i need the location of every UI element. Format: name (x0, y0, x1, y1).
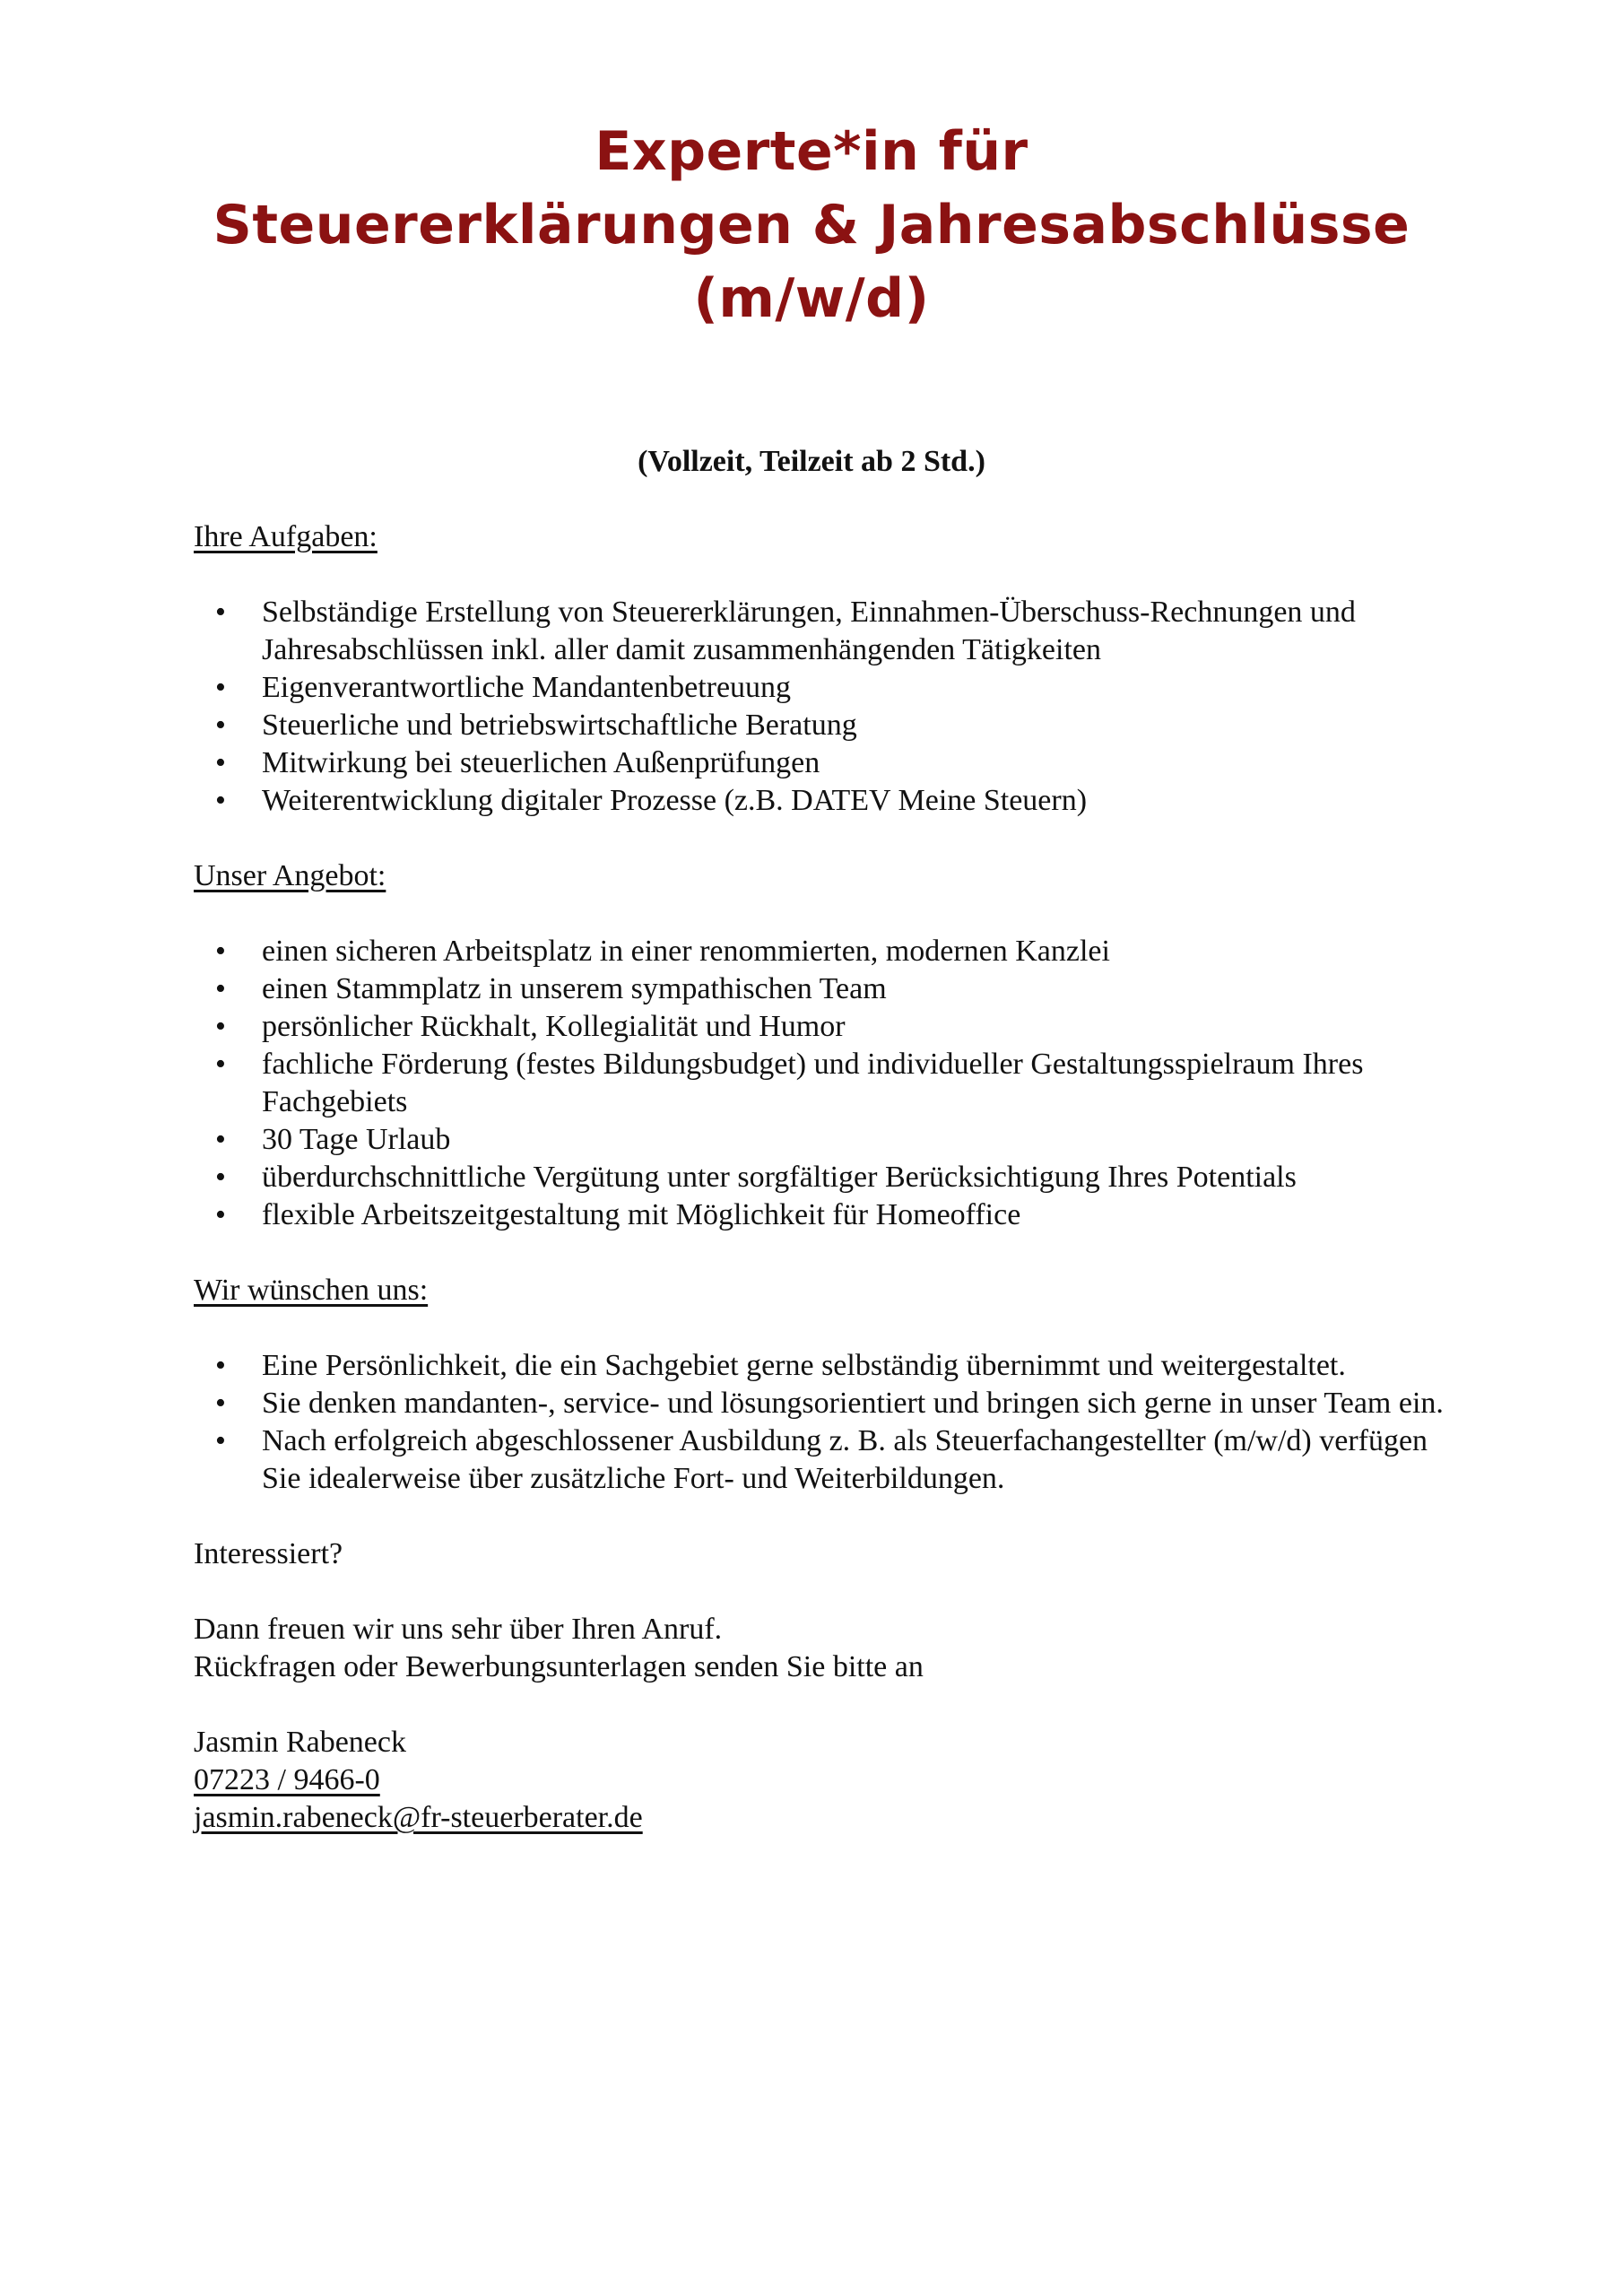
list-item-text: persönlicher Rückhalt, Kollegialität und Humor (262, 1010, 846, 1043)
list-item (194, 594, 1467, 669)
list-item-text: einen sicheren Arbeitsplatz in einer renommierten, modernen Kanzlei (262, 935, 1110, 968)
wishes-list (194, 1347, 1467, 1498)
list-item (194, 933, 1467, 970)
list-item-text: Eigenverantwortliche Mandantenbetreuung (262, 671, 792, 704)
list-item (194, 1121, 1467, 1159)
bullet-icon: • (215, 709, 226, 742)
spacer (194, 1573, 1467, 1611)
tasks-list (194, 594, 1467, 820)
bullet-icon: • (215, 1010, 226, 1043)
employment-type: (Vollzeit, Teilzeit ab 2 Std.) (638, 445, 985, 478)
bullet-icon: • (215, 935, 226, 968)
job-title (0, 115, 1623, 335)
spacer (194, 1686, 1467, 1724)
list-item (194, 744, 1467, 782)
list-item-text: Steuerliche und betriebswirtschaftliche Beratung (262, 709, 857, 742)
bullet-icon: • (215, 1198, 226, 1231)
list-item-text: Nach erfolgreich abgeschlossener Ausbildung z. B. als Steuerfachangestellter (m/w/d) verfügen Sie idealerweise über zusätzliche Fort- und Weiterbildungen. (262, 1424, 1428, 1495)
bullet-icon: • (215, 972, 226, 1005)
list-item (194, 707, 1467, 744)
offer-list (194, 933, 1467, 1234)
list-item (194, 1196, 1467, 1234)
section-heading-offer: Unser Angebot: (194, 859, 386, 892)
contact-name: Jasmin Rabeneck (194, 1726, 406, 1759)
bullet-icon: • (215, 784, 226, 817)
job-title-line-1: Experte*in für (595, 120, 1028, 183)
list-item-text: Mitwirkung bei steuerlichen Außenprüfungen (262, 746, 820, 779)
bullet-icon: • (215, 596, 226, 629)
list-item-text: überdurchschnittliche Vergütung unter sorgfältiger Berücksichtigung Ihres Potentials (262, 1161, 1297, 1194)
bullet-icon: • (215, 1123, 226, 1156)
list-item (194, 970, 1467, 1008)
list-item (194, 1347, 1467, 1385)
list-item-text: 30 Tage Urlaub (262, 1123, 451, 1156)
contact-phone-link[interactable]: 07223 / 9466-0 (194, 1763, 380, 1796)
section-heading-wishes: Wir wünschen uns: (194, 1274, 429, 1307)
bullet-icon: • (215, 1387, 226, 1420)
list-item (194, 782, 1467, 820)
list-item (194, 669, 1467, 707)
list-item-text: fachliche Förderung (festes Bildungsbudget) und individueller Gestaltungsspielraum Ihres Fachgebiets (262, 1048, 1364, 1118)
list-item-text: flexible Arbeitszeitgestaltung mit Möglichkeit für Homeoffice (262, 1198, 1021, 1231)
list-item (194, 1046, 1467, 1121)
bullet-icon: • (215, 1424, 226, 1457)
bullet-icon: • (215, 1048, 226, 1081)
bullet-icon: • (215, 746, 226, 779)
closing-question: Interessiert? (194, 1537, 343, 1570)
list-item-text: Weiterentwicklung digitaler Prozesse (z.B. DATEV Meine Steuern) (262, 784, 1088, 817)
bullet-icon: • (215, 671, 226, 704)
list-item-text: einen Stammplatz in unserem sympathischen Team (262, 972, 887, 1005)
list-item-text: Eine Persönlichkeit, die ein Sachgebiet gerne selbständig übernimmt und weitergestaltet. (262, 1349, 1346, 1382)
closing-line-2: Rückfragen oder Bewerbungsunterlagen senden Sie bitte an (194, 1650, 924, 1683)
job-title-line-2: Steuererklärungen & Jahresabschlüsse (213, 194, 1410, 257)
job-title-line-3: (m/w/d) (693, 267, 930, 330)
list-item-text: Sie denken mandanten-, service- und lösungsorientiert und bringen sich gerne in unser Team ein. (262, 1387, 1444, 1420)
contact-email-link[interactable]: jasmin.rabeneck@fr-steuerberater.de (194, 1801, 643, 1834)
list-item (194, 1008, 1467, 1046)
list-item (194, 1422, 1467, 1498)
bullet-icon: • (215, 1349, 226, 1382)
list-item (194, 1159, 1467, 1196)
section-heading-tasks: Ihre Aufgaben: (194, 520, 378, 553)
closing-line-1: Dann freuen wir uns sehr über Ihren Anruf. (194, 1613, 723, 1646)
bullet-icon: • (215, 1161, 226, 1194)
list-item-text: Selbständige Erstellung von Steuererklärungen, Einnahmen-Überschuss-Rechnungen und Jahresabschlüssen inkl. aller damit zusammenhängenden Tätigkeiten (262, 596, 1356, 666)
document-body (194, 518, 1467, 1837)
list-item (194, 1385, 1467, 1422)
